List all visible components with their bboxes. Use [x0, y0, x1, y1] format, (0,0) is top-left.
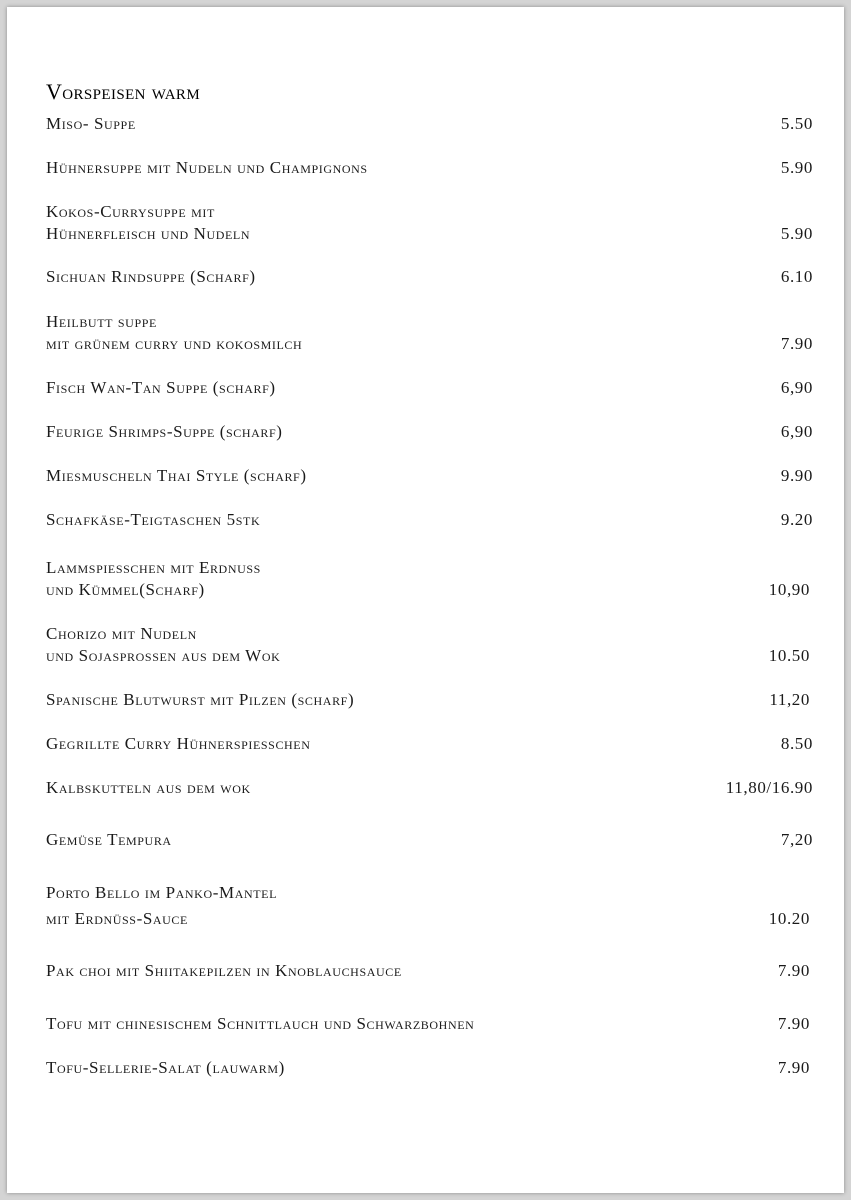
menu-item	[46, 113, 813, 135]
menu-item-price: 7.90	[777, 961, 810, 980]
menu-item-name: Sichuan Rindsuppe (Scharf)	[46, 267, 256, 286]
menu-item	[46, 829, 813, 851]
menu-item-name: Kalbskutteln aus dem wok	[46, 778, 251, 797]
menu-item-price: 6,90	[780, 378, 813, 397]
menu-item	[46, 201, 813, 245]
menu-item	[46, 623, 813, 667]
menu-page	[7, 7, 844, 1193]
menu-item-name: Lammspiesschen mit Erdnuss	[46, 558, 261, 577]
menu-item	[46, 266, 813, 288]
menu-item	[46, 689, 813, 711]
menu-item	[46, 1057, 813, 1079]
menu-item-price: 7,20	[780, 830, 813, 849]
menu-item-price: 10,90	[768, 580, 810, 599]
menu-item-price: 9.90	[780, 466, 813, 485]
menu-item-name: Pak choi mit Shiitakepilzen in Knoblauchsauce	[46, 961, 402, 980]
menu-item-price: 11,20	[769, 690, 810, 709]
menu-item-name: Porto Bello im Panko-Mantel	[46, 883, 278, 902]
menu-item-name: Tofu mit chinesischem Schnittlauch und Schwarzbohnen	[46, 1014, 475, 1033]
menu-item-price: 10.20	[768, 909, 810, 928]
menu-item-price: 6,90	[780, 422, 813, 441]
menu-item-name-line-2: und Kümmel(Scharf)	[46, 580, 205, 599]
menu-item-price: 7.90	[780, 334, 813, 353]
menu-item-name: Hühnersuppe mit Nudeln und Champignons	[46, 158, 368, 177]
menu-item-price: 7.90	[777, 1058, 810, 1077]
menu-item	[46, 960, 813, 982]
menu-item-price: 6.10	[780, 267, 813, 286]
menu-item-price: 7.90	[777, 1014, 810, 1033]
menu-item	[46, 557, 813, 601]
menu-item-name: Kokos-Currysuppe mit	[46, 202, 215, 221]
menu-item	[46, 157, 813, 179]
menu-item-price: 10.50	[768, 646, 810, 665]
menu-item-name: Fisch Wan-Tan Suppe (scharf)	[46, 378, 276, 397]
menu-item-name: Gemüse Tempura	[46, 830, 172, 849]
menu-item-price: 11,80/16.90	[725, 778, 813, 797]
menu-item	[46, 465, 813, 487]
menu-item-name-line-2: mit Erdnüss-Sauce	[46, 909, 188, 928]
menu-item	[46, 421, 813, 443]
menu-item-price: 5.90	[780, 158, 813, 177]
menu-item	[46, 509, 813, 531]
menu-item-name-line-2: Hühnerfleisch und Nudeln	[46, 224, 251, 243]
menu-item-price: 8.50	[780, 734, 813, 753]
menu-item-name: Gegrillte Curry Hühnerspiesschen	[46, 734, 311, 753]
menu-item-name: Spanische Blutwurst mit Pilzen (scharf)	[46, 690, 355, 709]
menu-item-price: 9.20	[780, 510, 813, 529]
menu-item	[46, 882, 813, 930]
menu-item	[46, 777, 813, 799]
menu-item-name: Schafkäse-Teigtaschen 5stk	[46, 510, 261, 529]
menu-item-price: 5.90	[780, 224, 813, 243]
section-title: Vorspeisen warm	[46, 79, 201, 104]
menu-item-name-line-2: und Sojasprossen aus dem Wok	[46, 646, 281, 665]
menu-item-name: Heilbutt suppe	[46, 312, 157, 331]
menu-item	[46, 311, 813, 355]
menu-item-name: Miesmuscheln Thai Style (scharf)	[46, 466, 307, 485]
menu-item-name: Tofu-Sellerie-Salat (lauwarm)	[46, 1058, 285, 1077]
menu-item-name: Chorizo mit Nudeln	[46, 624, 197, 643]
menu-item	[46, 1013, 813, 1035]
menu-item-name-line-2: mit grünem curry und kokosmilch	[46, 334, 303, 353]
menu-item-name: Feurige Shrimps-Suppe (scharf)	[46, 422, 283, 441]
menu-item	[46, 733, 813, 755]
menu-item-price: 5.50	[780, 114, 813, 133]
menu-item	[46, 377, 813, 399]
menu-item-name: Miso- Suppe	[46, 114, 136, 133]
